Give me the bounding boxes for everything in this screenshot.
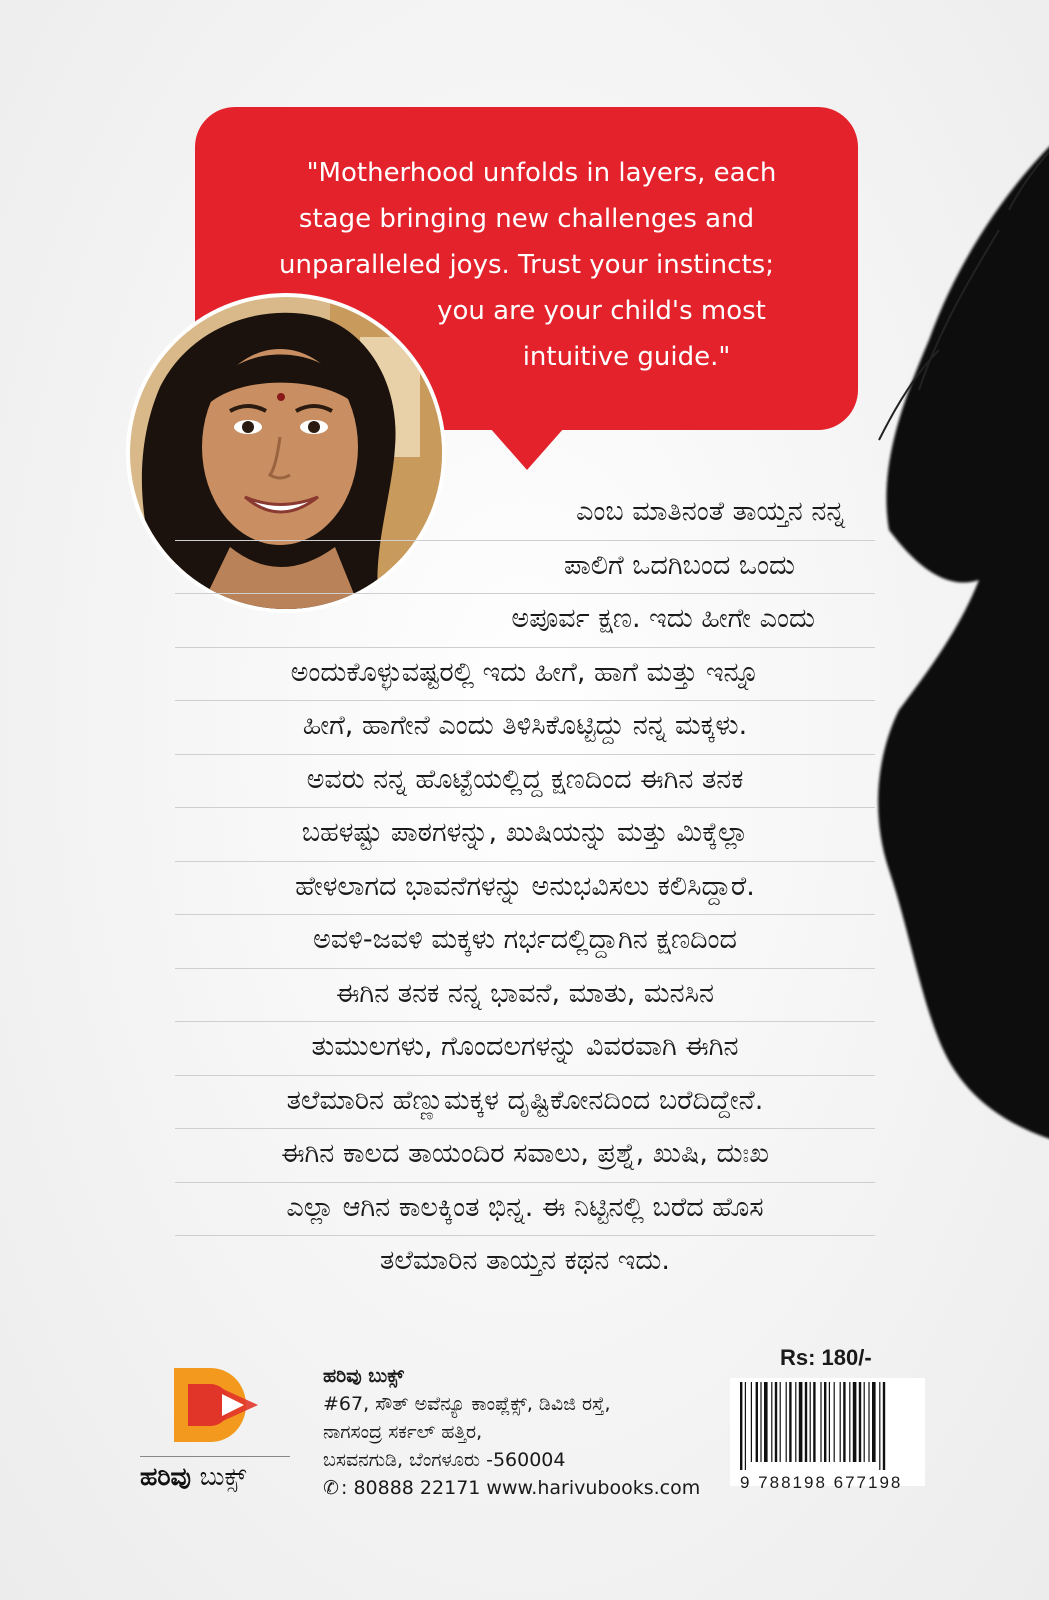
quote-line: stage bringing new challenges and xyxy=(298,204,755,234)
blurb-line: ಈಗಿನ ಕಾಲದ ತಾಯಂದಿರ ಸವಾಲು, ಪ್ರಶ್ನೆ, ಖುಷಿ, ದುಃಖ xyxy=(175,1129,875,1183)
barcode-bar xyxy=(813,1382,815,1462)
publisher-address xyxy=(323,1362,700,1502)
barcode-bar xyxy=(868,1382,869,1462)
barcode-bar xyxy=(775,1382,777,1462)
barcode-bar xyxy=(789,1382,791,1462)
quote-line: you are your child's most xyxy=(437,296,766,326)
logo-wordmark-bold: ಹರಿವು xyxy=(140,1462,191,1491)
barcode-bar xyxy=(764,1382,768,1462)
blurb-line: ಅಪೂರ್ವ ಕ್ಷಣ. ಇದು ಹೀಗೇ ಎಂದು xyxy=(175,594,875,648)
contact-text: : 80888 22171 www.harivubooks.com xyxy=(341,1477,701,1499)
barcode-bar xyxy=(795,1382,796,1462)
blurb-line: ಬಹಳಷ್ಟು ಪಾಠಗಳನ್ನು, ಖುಷಿಯನ್ನು ಮತ್ತು ಮಿಕ್ಕೆಲ್ಲಾ xyxy=(175,808,875,862)
barcode-bar xyxy=(879,1382,880,1470)
barcode-bar xyxy=(820,1382,821,1462)
blurb-line: ಎಂಬ ಮಾತಿನಂತೆ ತಾಯ್ತನ ನನ್ನ xyxy=(175,487,875,541)
barcode-bar xyxy=(745,1382,746,1470)
logo-wordmark xyxy=(140,1462,246,1492)
blurb-line: ತಲೆಮಾರಿನ ಹೆಣ್ಣುಮಕ್ಕಳ ದೃಷ್ಟಿಕೋನದಿಂದ ಬರೆದಿದ್ದೇನೆ. xyxy=(175,1076,875,1130)
silhouette-image xyxy=(859,110,1049,1330)
play-logo-icon xyxy=(170,1362,260,1448)
blurb-line: ತಲೆಮಾರಿನ ತಾಯ್ತನ ಕಥನ ಇದು. xyxy=(380,1245,670,1276)
barcode-bar xyxy=(872,1382,876,1462)
blurb-line: ಅಂದುಕೊಳ್ಳುವಷ್ಟರಲ್ಲಿ ಇದು ಹೀಗೆ, ಹಾಗೆ ಮತ್ತು ಇನ್ನೂ xyxy=(175,648,875,702)
barcode-bar xyxy=(849,1382,850,1462)
blurb-line: ತುಮುಲಗಳು, ಗೊಂದಲಗಳನ್ನು ವಿವರವಾಗಿ ಈಗಿನ xyxy=(175,1022,875,1076)
barcode-bar xyxy=(883,1382,885,1470)
barcode-bar xyxy=(780,1382,781,1462)
blurb-line: ಪಾಲಿಗೆ ಒದಗಿಬಂದ ಒಂದು xyxy=(175,541,875,595)
address-line: ನಾಗಸಂದ್ರ ಸರ್ಕಲ್ ಹತ್ತಿರ, xyxy=(323,1421,483,1443)
isbn-barcode xyxy=(730,1378,925,1486)
barcode-bar xyxy=(853,1382,857,1462)
barcode-bar xyxy=(843,1382,845,1462)
barcode-bar xyxy=(805,1382,807,1462)
blurb-text xyxy=(175,487,875,1290)
barcode-bar xyxy=(840,1382,841,1462)
publisher-logo xyxy=(140,1362,300,1502)
quote-line: "Motherhood unfolds in layers, each xyxy=(306,158,777,188)
phone-icon: ✆ xyxy=(323,1477,339,1499)
barcode-bar xyxy=(810,1382,811,1462)
barcode-bar xyxy=(760,1382,761,1462)
contact-line xyxy=(323,1474,700,1502)
blurb-line: ಹೇಳಲಾಗದ ಭಾವನೆಗಳನ್ನು ಅನುಭವಿಸಲು ಕಲಿಸಿದ್ದಾರೆ. xyxy=(175,862,875,916)
quote-bubble-tail xyxy=(490,428,564,470)
quote-line: unparalleled joys. Trust your instincts; xyxy=(279,250,774,280)
blurb-line: ಹೀಗೆ, ಹಾಗೇನೆ ಎಂದು ತಿಳಿಸಿಕೊಟ್ಟಿದ್ದು ನನ್ನ ಮಕ್ಕಳು. xyxy=(175,701,875,755)
address-line: #67, ಸೌತ್ ಅವೆನ್ಯೂ ಕಾಂಪ್ಲೆಕ್ಸ್, ಡಿವಿಜಿ ರಸ್ತೆ, xyxy=(323,1393,611,1415)
address-line: ಬಸವನಗುಡಿ, ಬೆಂಗಳೂರು -560004 xyxy=(323,1449,566,1471)
barcode-bar xyxy=(824,1382,826,1462)
publisher-name: ಹರಿವು ಬುಕ್ಸ್ xyxy=(323,1365,404,1387)
isbn-number: 9 788198 677198 xyxy=(740,1473,903,1492)
barcode-bar xyxy=(740,1382,742,1470)
logo-wordmark-light: ಬುಕ್ಸ್ xyxy=(199,1462,247,1491)
blurb-line: ಅವಳಿ-ಜವಳಿ ಮಕ್ಕಳು ಗರ್ಭದಲ್ಲಿದ್ದಾಗಿನ ಕ್ಷಣದಿಂದ xyxy=(175,915,875,969)
barcode-bar xyxy=(834,1382,835,1462)
logo-divider xyxy=(140,1456,290,1457)
barcode-bar xyxy=(859,1382,861,1462)
barcode-bar xyxy=(799,1382,803,1462)
barcode-bar xyxy=(751,1382,752,1462)
blurb-line: ಅವರು ನನ್ನ ಹೊಟ್ಟೆಯಲ್ಲಿದ್ದ ಕ್ಷಣದಿಂದ ಈಗಿನ ತನಕ xyxy=(175,755,875,809)
barcode-bar xyxy=(786,1382,787,1462)
quote-line: intuitive guide." xyxy=(522,342,731,372)
barcode-bar xyxy=(756,1382,758,1462)
blurb-line: ಎಲ್ಲಾ ಆಗಿನ ಕಾಲಕ್ಕಿಂತ ಭಿನ್ನ. ಈ ನಿಟ್ಟಿನಲ್ಲಿ ಬರೆದ ಹೊಸ xyxy=(175,1183,875,1237)
barcode-bar xyxy=(771,1382,772,1462)
barcode-bar xyxy=(829,1382,830,1462)
price-label: Rs: 180/- xyxy=(780,1345,872,1370)
barcode-bar xyxy=(864,1382,865,1462)
blurb-line: ಈಗಿನ ತನಕ ನನ್ನ ಭಾವನೆ, ಮಾತು, ಮನಸಿನ xyxy=(175,969,875,1023)
